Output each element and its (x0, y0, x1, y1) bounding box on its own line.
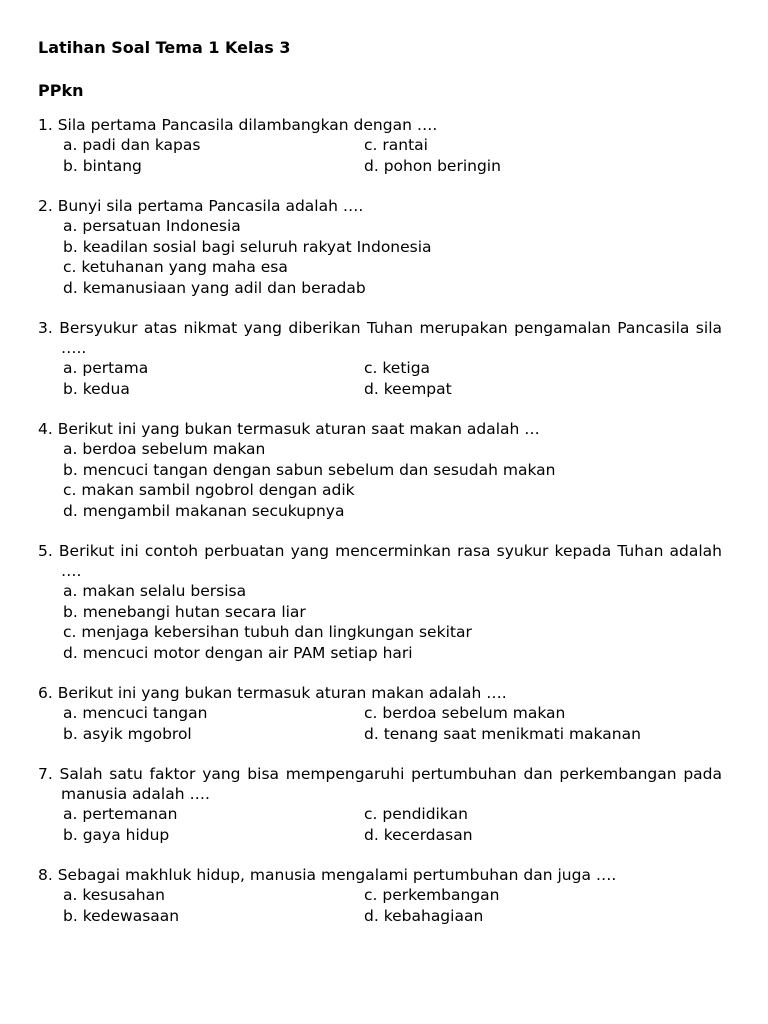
question-5 (38, 541, 722, 663)
subject-heading: PPkn (38, 81, 84, 100)
question-3 (38, 318, 722, 399)
option-a: a. persatuan Indonesia (63, 217, 241, 235)
option-c: c. pendidikan (364, 805, 468, 823)
question-1 (38, 115, 722, 176)
option-b: b. mencuci tangan dengan sabun sebelum dan sesudah makan (63, 460, 556, 479)
option-d: d. kecerdasan (364, 825, 473, 844)
option-group (38, 703, 722, 744)
question-text: 3. Bersyukur atas nikmat yang diberikan Tuhan merupakan pengamalan Pancasila sila ….. (38, 319, 722, 357)
option-group (38, 358, 722, 399)
question-2 (38, 196, 722, 298)
option-a: a. pertemanan (63, 805, 178, 823)
option-group (38, 216, 722, 298)
option-d: d. kemanusiaan yang adil dan beradab (63, 278, 366, 297)
option-a: a. makan selalu bersisa (63, 582, 247, 600)
question-text: 4. Berikut ini yang bukan termasuk aturan saat makan adalah … (38, 420, 540, 438)
option-a: a. berdoa sebelum makan (63, 440, 266, 458)
question-text: 1. Sila pertama Pancasila dilambangkan dengan …. (38, 116, 438, 134)
option-a: a. kesusahan (63, 886, 165, 904)
option-b: b. kedua (63, 379, 130, 398)
option-b: b. kedewasaan (63, 906, 180, 925)
option-a: a. pertama (63, 359, 149, 377)
worksheet-page (38, 38, 722, 946)
question-7 (38, 764, 722, 845)
option-b: b. bintang (63, 156, 142, 175)
question-8 (38, 865, 722, 926)
option-c: c. ketiga (364, 359, 431, 377)
option-c: c. menjaga kebersihan tubuh dan lingkungan sekitar (63, 623, 472, 641)
option-group (38, 135, 722, 176)
option-b: b. menebangi hutan secara liar (63, 602, 306, 621)
option-c: c. berdoa sebelum makan (364, 704, 566, 722)
option-c: c. rantai (364, 136, 428, 154)
option-b: b. gaya hidup (63, 825, 170, 844)
document-title: Latihan Soal Tema 1 Kelas 3 (38, 38, 291, 57)
question-6 (38, 683, 722, 744)
option-c: c. perkembangan (364, 886, 500, 904)
option-group (38, 581, 722, 663)
question-text: 6. Berikut ini yang bukan termasuk aturan makan adalah …. (38, 684, 507, 702)
option-c: c. makan sambil ngobrol dengan adik (63, 481, 355, 499)
question-text: 5. Berikut ini contoh perbuatan yang mencerminkan rasa syukur kepada Tuhan adalah …. (38, 542, 722, 580)
option-b: b. keadilan sosial bagi seluruh rakyat Indonesia (63, 237, 432, 256)
option-a: a. mencuci tangan (63, 704, 208, 722)
option-d: d. kebahagiaan (364, 906, 484, 925)
question-text: 8. Sebagai makhluk hidup, manusia mengalami pertumbuhan dan juga …. (38, 866, 617, 884)
option-b: b. asyik mgobrol (63, 724, 192, 743)
question-text: 2. Bunyi sila pertama Pancasila adalah …. (38, 197, 364, 215)
option-d: d. pohon beringin (364, 156, 501, 175)
option-d: d. tenang saat menikmati makanan (364, 724, 641, 743)
option-d: d. mencuci motor dengan air PAM setiap hari (63, 643, 413, 662)
option-d: d. keempat (364, 379, 452, 398)
question-text: 7. Salah satu faktor yang bisa mempengaruhi pertumbuhan dan perkembangan pada manusia adalah …. (38, 765, 722, 803)
question-list (38, 115, 722, 926)
option-group (38, 439, 722, 521)
option-a: a. padi dan kapas (63, 136, 201, 154)
option-d: d. mengambil makanan secukupnya (63, 501, 345, 520)
question-4 (38, 419, 722, 521)
option-group (38, 804, 722, 845)
option-c: c. ketuhanan yang maha esa (63, 258, 288, 276)
option-group (38, 885, 722, 926)
